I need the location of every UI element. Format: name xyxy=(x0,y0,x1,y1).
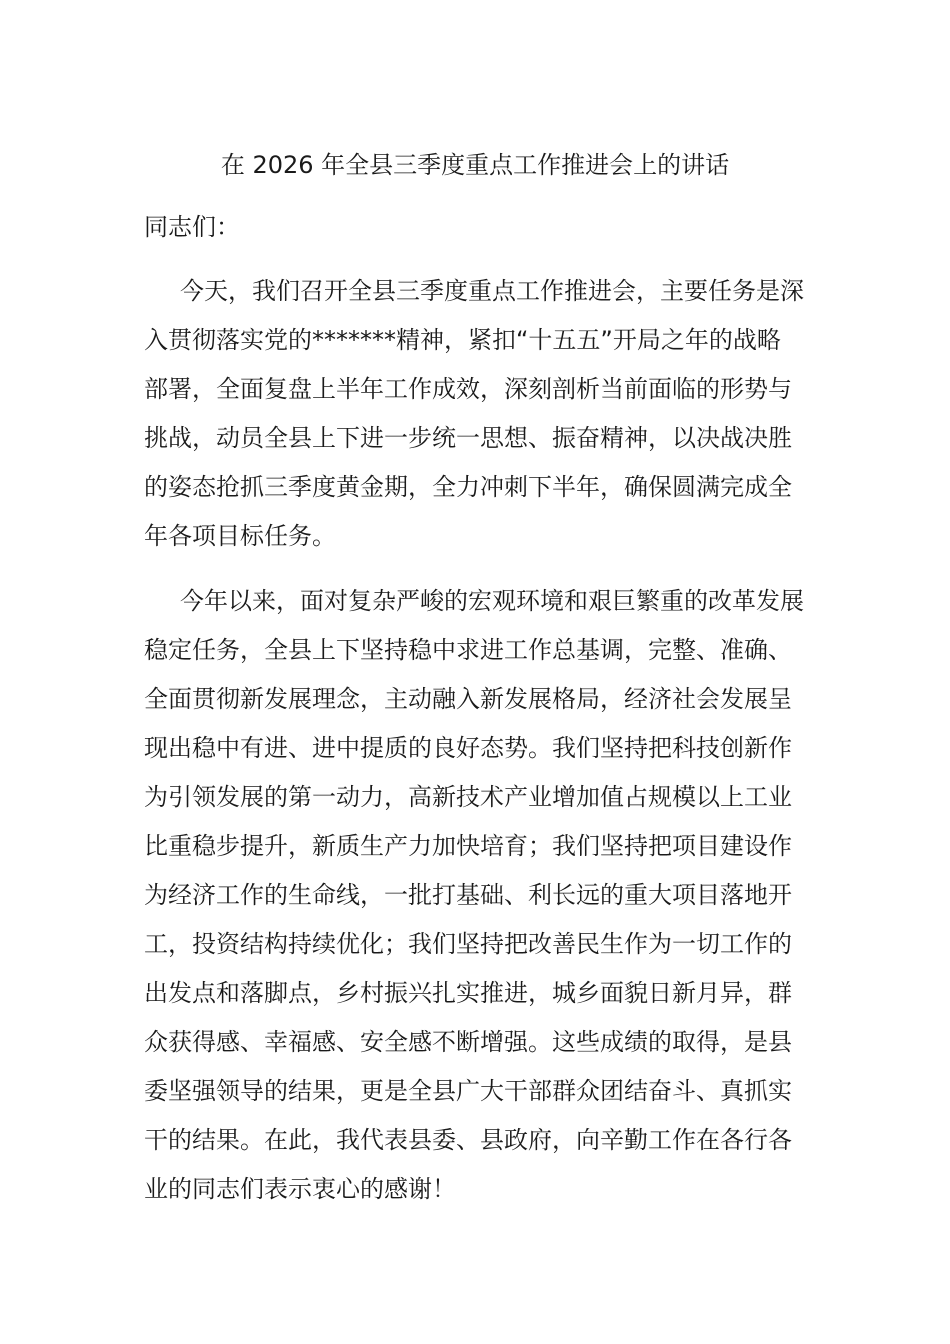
paragraph-line: 今年以来，面对复杂严峻的宏观环境和艰巨繁重的改革发展 xyxy=(180,587,804,615)
salutation: 同志们： xyxy=(144,213,240,241)
paragraph-line: 委坚强领导的结果，更是全县广大干部群众团结奋斗、真抓实 xyxy=(144,1077,792,1105)
paragraph-line: 挑战，动员全县上下进一步统一思想、振奋精神，以决战决胜 xyxy=(144,424,792,452)
paragraph-line: 年各项目标任务。 xyxy=(144,522,336,550)
paragraph-line: 的姿态抢抓三季度黄金期，全力冲刺下半年，确保圆满完成全 xyxy=(144,473,792,501)
paragraph-line: 业的同志们表示衷心的感谢！ xyxy=(144,1175,456,1203)
paragraph-line: 工，投资结构持续优化；我们坚持把改善民生作为一切工作的 xyxy=(144,930,792,958)
paragraph-line: 现出稳中有进、进中提质的良好态势。我们坚持把科技创新作 xyxy=(144,734,792,762)
paragraph-line: 众获得感、幸福感、安全感不断增强。这些成绩的取得，是县 xyxy=(144,1028,792,1056)
paragraph-line: 为引领发展的第一动力，高新技术产业增加值占规模以上工业 xyxy=(144,783,792,811)
paragraph-line: 出发点和落脚点，乡村振兴扎实推进，城乡面貌日新月异，群 xyxy=(144,979,792,1007)
paragraph-line: 稳定任务，全县上下坚持稳中求进工作总基调，完整、准确、 xyxy=(144,636,792,664)
paragraph-line: 全面贯彻新发展理念，主动融入新发展格局，经济社会发展呈 xyxy=(144,685,792,713)
paragraph-line: 入贯彻落实党的*******精神，紧扣“十五五”开局之年的战略 xyxy=(144,326,781,354)
paragraph-line: 干的结果。在此，我代表县委、县政府，向辛勤工作在各行各 xyxy=(144,1126,792,1154)
paragraph-line: 比重稳步提升，新质生产力加快培育；我们坚持把项目建设作 xyxy=(144,832,792,860)
paragraph-line: 部署，全面复盘上半年工作成效，深刻剖析当前面临的形势与 xyxy=(144,375,792,403)
paragraph-line: 今天，我们召开全县三季度重点工作推进会，主要任务是深 xyxy=(180,277,804,305)
document-title: 在 2026 年全县三季度重点工作推进会上的讲话 xyxy=(220,151,730,179)
paragraph-line: 为经济工作的生命线，一批打基础、利长远的重大项目落地开 xyxy=(144,881,792,909)
